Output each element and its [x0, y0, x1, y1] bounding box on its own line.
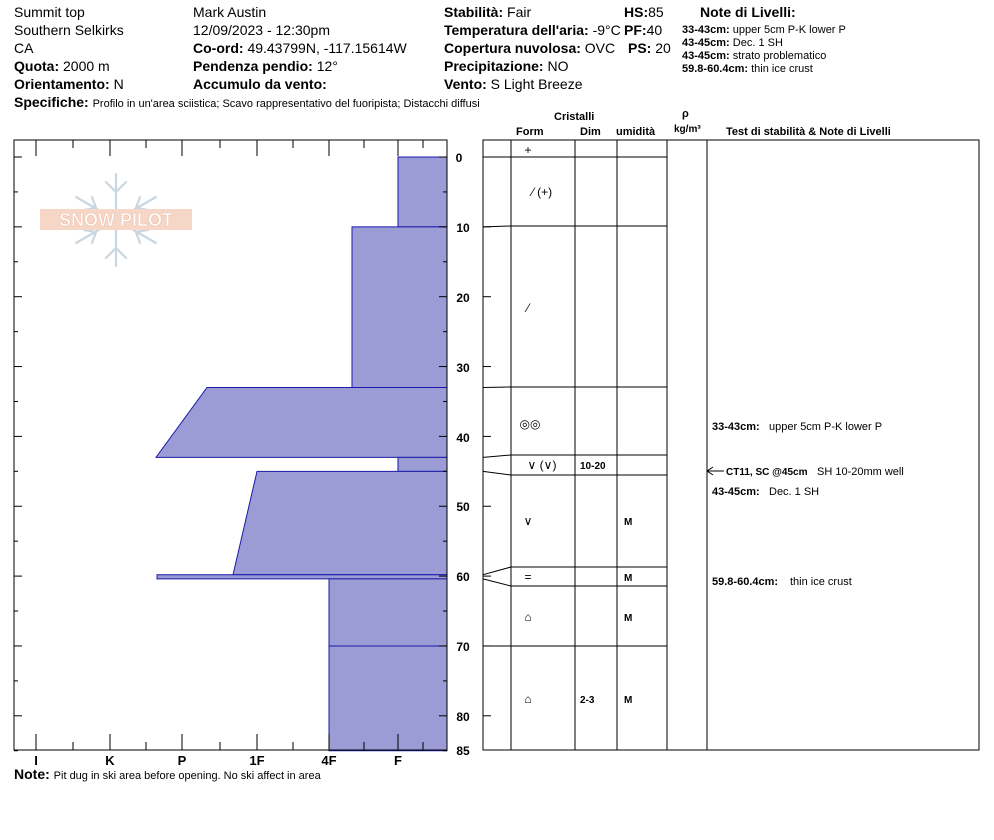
hs-label: HS:: [624, 4, 649, 20]
boundary-connector: [483, 226, 511, 227]
precip: NO: [547, 58, 569, 74]
spec: Profilo in un'area sciistica; Scavo rappresentativo del fuoripista; Distacchi diffusi: [92, 98, 480, 110]
grain-form: ⌂: [524, 692, 532, 706]
col-cristalli: Cristalli: [554, 111, 595, 123]
airtemp: -9°C: [592, 22, 621, 38]
cloud: OVC: [584, 40, 616, 56]
col-umidita: umidità: [616, 126, 656, 138]
layer-note-text: Dec. 1 SH: [769, 486, 820, 498]
layer-note-text: thin ice crust: [790, 576, 852, 588]
notes-title: Note di Livelli:: [700, 4, 796, 20]
hardness-layer: [157, 575, 447, 579]
hs: 85: [648, 4, 664, 20]
layer-table: [483, 140, 979, 750]
hardness-layer: [329, 646, 447, 751]
grain-form: ◎◎: [519, 417, 541, 431]
layer-note-text: upper 5cm P-K lower P: [769, 421, 883, 433]
hardness-label: 1F: [249, 753, 265, 768]
wind-load-label: Accumulo da vento:: [193, 76, 327, 92]
col-form: Form: [516, 126, 544, 138]
ps: 20: [655, 40, 671, 56]
location: Summit top: [14, 4, 85, 20]
boundary-connector: [483, 455, 511, 457]
hardness-label: I: [34, 753, 38, 768]
depth-label: 50: [456, 500, 470, 514]
note-range: 59.8-60.4cm:: [682, 63, 749, 75]
hardness-layer: [156, 388, 447, 458]
hardness-label: 4F: [321, 753, 337, 768]
stability-test-label: CT11, SC @45cm: [726, 467, 808, 478]
layer-note-range: 43-45cm:: [712, 486, 760, 498]
moisture: M: [624, 573, 633, 584]
slope: 12°: [316, 58, 338, 74]
grain-form: ∨: [523, 514, 533, 528]
grain-form: ⌂: [524, 610, 532, 624]
country: CA: [14, 40, 34, 56]
boundary-connector: [483, 387, 511, 388]
boundary-connector: [483, 579, 511, 586]
stability-test: [707, 466, 904, 478]
orient-label: Orientamento:: [14, 76, 110, 92]
note-range: 43-45cm:: [682, 37, 730, 49]
observer: Mark Austin: [193, 4, 267, 20]
airtemp-label: Temperatura dell'aria:: [444, 22, 589, 38]
moisture: M: [624, 695, 633, 706]
depth-label: 20: [456, 291, 470, 305]
wind: S Light Breeze: [490, 76, 583, 92]
orient: N: [113, 76, 124, 92]
moisture: M: [624, 613, 633, 624]
grain-form: ⁄ (+): [531, 185, 553, 199]
stability-test-text: SH 10-20mm well: [817, 466, 904, 478]
spec-label: Specifiche:: [14, 94, 89, 110]
stab-label: Stabilità:: [444, 4, 504, 20]
wind-label: Vento:: [444, 76, 487, 92]
boundary-connector: [483, 471, 511, 475]
depth-label: 80: [456, 710, 470, 724]
depth-label: 40: [456, 431, 470, 445]
depth-axis: [456, 151, 470, 758]
col-test: Test di stabilità & Note di Livelli: [726, 126, 891, 138]
cloud-label: Copertura nuvolosa:: [444, 40, 581, 56]
note-text: upper 5cm P-K lower P: [732, 24, 846, 36]
note-range: 33-43cm:: [682, 24, 730, 36]
layer-details: [580, 461, 632, 706]
hardness-layer: [233, 471, 447, 574]
stab: Fair: [507, 4, 532, 20]
coord-label: Co-ord:: [193, 40, 244, 56]
ps-label: PS:: [628, 40, 652, 56]
col-dim: Dim: [580, 126, 601, 138]
logo-text: SNOW PILOT: [59, 210, 173, 230]
slope-label: Pendenza pendio:: [193, 58, 313, 74]
grain-form: ∨ (∨): [527, 458, 557, 472]
col-kgm3: kg/m³: [674, 124, 701, 135]
precip-label: Precipitazione:: [444, 58, 544, 74]
grain-form: +: [524, 143, 532, 157]
hardness-layer: [352, 227, 447, 388]
col-rho: ρ: [682, 108, 689, 120]
grain-form: =: [524, 570, 532, 584]
snowpilot-logo: [40, 174, 192, 266]
note-label: Note:: [14, 766, 50, 782]
quota-label: Quota:: [14, 58, 60, 74]
range: Southern Selkirks: [14, 22, 124, 38]
layer-note-range: 33-43cm:: [712, 421, 760, 433]
quota: 2000 m: [63, 58, 110, 74]
datetime: 12/09/2023 - 12:30pm: [193, 22, 330, 38]
depth-label: 10: [456, 221, 470, 235]
depth-label: 0: [455, 151, 463, 165]
grain-form: ⁄: [526, 301, 530, 315]
depth-label: 70: [456, 640, 470, 654]
note-text: strato problematico: [732, 50, 827, 62]
hardness-layer: [398, 157, 447, 227]
hardness-layer: [329, 579, 447, 646]
note-text: Dec. 1 SH: [732, 37, 783, 49]
hardness-label: P: [177, 753, 187, 768]
hardness-profile: [156, 157, 447, 751]
hardness-label: K: [105, 753, 115, 768]
layer-notes: [712, 421, 882, 588]
pf: 40: [646, 22, 663, 38]
coord: 49.43799N, -117.15614W: [247, 40, 407, 56]
layer-note-range: 59.8-60.4cm:: [712, 576, 779, 588]
moisture: M: [624, 517, 633, 528]
grain-size: 10-20: [580, 461, 606, 472]
pf-label: PF:: [624, 22, 647, 38]
note-range: 43-45cm:: [682, 50, 730, 62]
depth-label: 85: [456, 744, 470, 758]
note-text: thin ice crust: [751, 63, 813, 75]
grain-forms: [520, 143, 557, 706]
hardness-label: F: [394, 753, 402, 768]
grain-size: 2-3: [580, 695, 595, 706]
footer-note: Pit dug in ski area before opening. No ski affect in area: [53, 770, 321, 782]
boundary-connector: [483, 567, 511, 575]
depth-label: 30: [456, 361, 470, 375]
hardness-layer: [398, 457, 447, 471]
depth-label: 60: [456, 570, 470, 584]
